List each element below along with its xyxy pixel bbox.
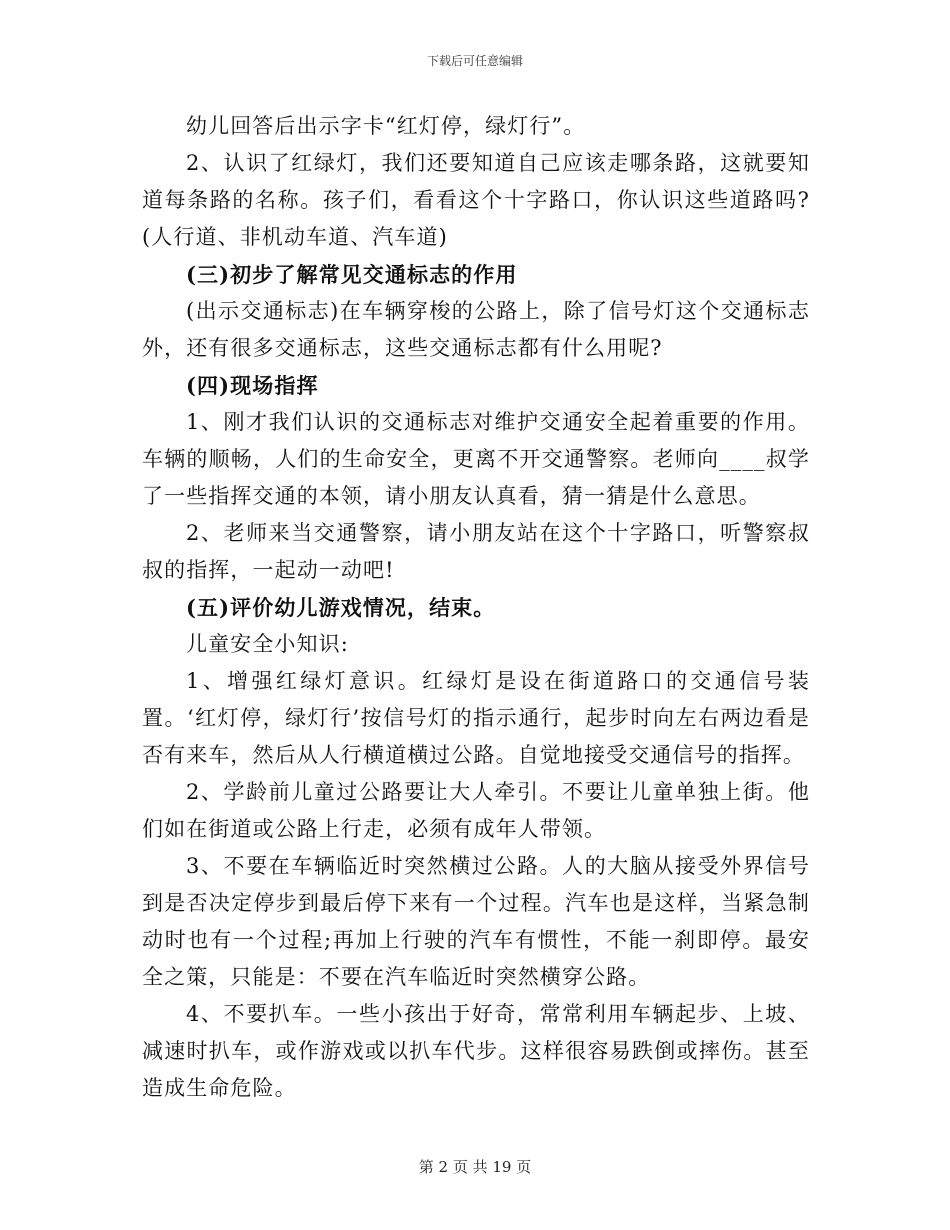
paragraph-tip-adult-guidance: 2、学龄前儿童过公路要让大人牵引。不要让儿童单独上街。他们如在街道或公路上行走，必须有成年人带领。 (142, 780, 810, 841)
paragraph-tip-no-hitching: 4、不要扒车。一些小孩出于好奇，常常利用车辆起步、上坡、减速时扒车，或作游戏或以扒车代步。这样很容易跌倒或摔伤。甚至造成生命危险。 (142, 1002, 810, 1100)
paragraph-teacher-police: 2、老师来当交通警察，请小朋友站在这个十字路口，听警察叔叔的指挥，一起动一动吧! (142, 521, 810, 582)
page-header: 下载后可任意编辑 (426, 54, 523, 68)
paragraph-traffic-police: 1、刚才我们认识的交通标志对维护交通安全起着重要的作用。车辆的顺畅，人们的生命安全，更离不开交通警察。老师向____叔学了一些指挥交通的本领，请小朋友认真看，猜一猜是什么意思。 (142, 410, 810, 508)
paragraph-tip-sudden-crossing: 3、不要在车辆临近时突然横过公路。人的大脑从接受外界信号到是否决定停步到最后停下来有一个过程。汽车也是这样，当紧急制动时也有一个过程;再加上行驶的汽车有惯性，不能一刹即停。最安全之策，只能是：不要在汽车临近时突然横穿公路。 (142, 854, 810, 989)
section-heading-evaluation: (五)评价幼儿游戏情况，结束。 (186, 595, 496, 620)
section-heading-on-site-command: (四)现场指挥 (186, 373, 319, 398)
page-number-footer: 第 2 页 共 19 页 (418, 1158, 532, 1176)
document-body (142, 108, 810, 1107)
paragraph-tip-traffic-lights: 1、增强红绿灯意识。红绿灯是设在街道路口的交通信号装置。‘红灯停，绿灯行’按信号灯的指示通行，起步时向左右两边看是否有来车，然后从人行横道横过公路。自觉地接受交通信号的指挥。 (142, 669, 810, 767)
paragraph-traffic-signs: (出示交通标志)在车辆穿梭的公路上，除了信号灯这个交通标志外，还有很多交通标志，这些交通标志都有什么用呢? (142, 299, 810, 360)
paragraph-road-names: 2、认识了红绿灯，我们还要知道自己应该走哪条路，这就要知道每条路的名称。孩子们，看看这个十字路口，你认识这些道路吗?(人行道、非机动车道、汽车道) (142, 151, 810, 249)
paragraph-answer-card: 幼儿回答后出示字卡“红灯停，绿灯行”。 (186, 114, 586, 138)
section-heading-traffic-signs: (三)初步了解常见交通标志的作用 (186, 262, 518, 287)
paragraph-safety-tips-title: 儿童安全小知识: (186, 632, 349, 656)
